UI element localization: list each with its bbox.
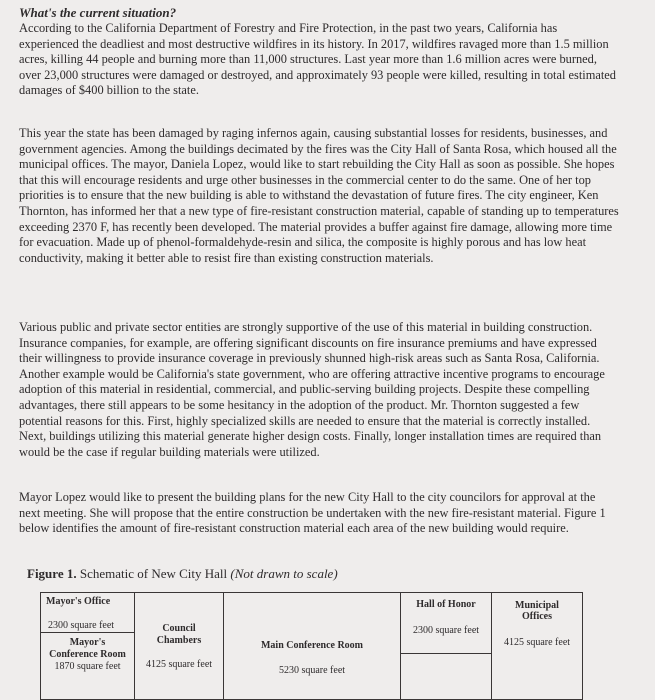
section-heading: What's the current situation? [19,5,177,20]
hall-of-honor-area: 2300 square feet [412,625,480,636]
municipal-offices-cell [491,592,583,700]
mayors-office-area: 2300 square feet [48,620,115,631]
figure-caption [27,566,338,582]
municipal-offices-name-1: Municipal [515,600,559,611]
figure-label: Figure 1. [27,566,77,581]
figure-note: (Not drawn to scale) [230,566,338,581]
main-conference-name: Main Conference Room [260,640,364,651]
municipal-offices-name-2: Offices [522,611,552,622]
municipal-offices-area: 4125 square feet [503,637,571,648]
figure-title: Schematic of New City Hall [79,566,228,581]
paragraph-3: Various public and private sector entities are strongly supportive of the use of this material in building construction. Insurance companies, for example, are offering significant discounts on fire insurance premiums and have expressed their willingness to provide insurance coverage in previously shunned high-risk areas such as Santa Rosa, California. Another example would be California's state government, who are offering attractive incentive programs to encourage adoption of this material in residential, commercial, and public-serving building projects. Despite these compelling advantages, there still appears to be some hesitancy in the adoption of the product. Mr. Thornton suggested a few potential reasons for this. First, highly specialized skills are needed to ensure that the material is correctly installed. Next, buildings utilizing this material generate higher design costs. Finally, longer installation times are required than would be the case if regular building materials were utilized. [19,320,605,459]
council-chambers-area: 4125 square feet [145,659,213,670]
mayors-conference-area: 1870 square feet [54,661,121,672]
council-chambers-cell [134,592,224,700]
main-conference-area: 5230 square feet [278,665,346,676]
mayors-conference-cell [40,632,135,700]
corridor-top-cell [400,592,492,654]
paragraph-4: Mayor Lopez would like to present the building plans for the new City Hall to the city councilors for approval at the next meeting. She will propose that the entire construction be undertaken with the new fire-resistant material. Figure 1 below identifies the amount of fire-resistant construction material each area of the new building would require. [19,490,606,536]
paragraph-2: This year the state has been damaged by raging infernos again, causing substantial losses for residents, businesses, and government agencies. Among the buildings decimated by the fires was the City Hall of Santa Rosa, which housed all the municipal offices. The mayor, Daniela Lopez, would like to start rebuilding the City Hall as soon as possible. She hopes that this will encourage residents and urge other businesses in the commercial center to do the same. One of her top priorities is to ensure that the new building is able to withstand the devastation of future fires. The city engineer, Ken Thornton, has informed her that a new type of fire-resistant construction material, capable of standing up to temperatures exceeding 2370 F, has recently been developed. The material provides a buffer against fire damage, allowing more time for evacuation. Made up of phenol-formaldehyde-resin and silica, the composite is highly porous and has low heat conductivity, making it better able to resist fire than existing construction materials. [19,126,619,265]
mayors-office-name: Mayor's Office [46,596,111,607]
council-chambers-name-1: Council [162,623,196,634]
mayors-office-cell [40,592,135,632]
hall-of-honor-name: Hall of Honor [416,599,476,610]
paragraph-1: According to the California Department of Forestry and Fire Protection, in the past two years, California has experienced the deadliest and most destructive wildfires in its history. In 2017, wildfires ravaged more than 1.5 million acres, killing 44 people and burning more than 11,000 structures. Last year more than 1.6 million acres were burned, over 23,000 structures were damaged or destroyed, and approximately 93 people were killed, resulting in total estimated damages of $400 billion to the state. [19,21,616,98]
council-chambers-name-2: Chambers [156,635,202,646]
mayors-conference-name-1: Mayor's [69,637,106,648]
hall-of-honor-cell [400,653,492,700]
mayors-conference-name-2: Conference Room [49,649,126,660]
main-conference-cell [223,592,401,700]
